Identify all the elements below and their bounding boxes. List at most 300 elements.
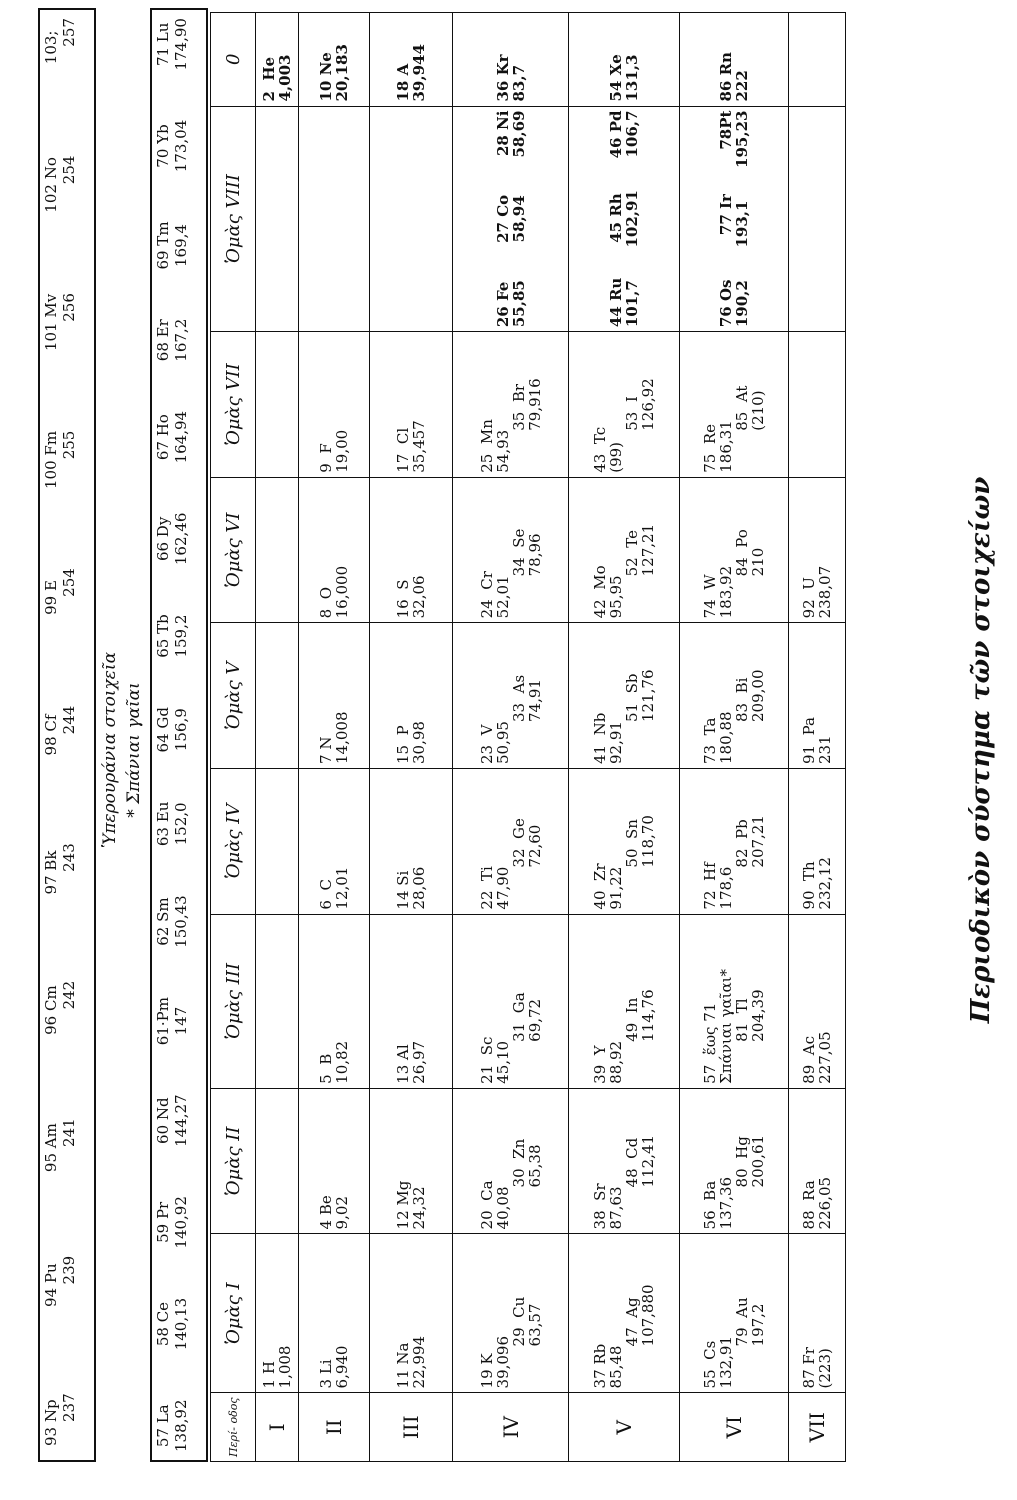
group-header-0: 0 bbox=[211, 13, 256, 107]
triad-element: 76 Os bbox=[717, 279, 735, 328]
atomic-mass: 254 bbox=[60, 568, 78, 597]
element-symbol: 7 N bbox=[317, 736, 335, 764]
element-symbol: 92 U bbox=[800, 577, 818, 619]
element-symbol: 57 ἕως 71 bbox=[701, 1002, 719, 1084]
element-cell-p4-g2 bbox=[453, 1088, 569, 1234]
element-cell-p7-g2 bbox=[789, 1088, 846, 1234]
triad-element: 27 Co bbox=[493, 194, 512, 243]
element-symbol: 51 Sb bbox=[623, 673, 641, 722]
element-symbol: 16 S bbox=[394, 579, 412, 619]
element-cell-p5-g5 bbox=[569, 623, 680, 769]
period-label: I bbox=[256, 1393, 299, 1462]
element-symbol: 10 Ne bbox=[317, 52, 335, 102]
atomic-mass: Σπάνιαι γαῖαι* bbox=[717, 968, 735, 1084]
rare-earth-element bbox=[154, 319, 190, 362]
atomic-mass: 222 bbox=[733, 70, 751, 102]
element-cell-p3-g1 bbox=[370, 1234, 453, 1393]
element-cell-p6-g7 bbox=[680, 332, 789, 478]
element-cell-p5-g0 bbox=[569, 13, 680, 107]
triad-element: 58,69 bbox=[509, 110, 528, 158]
triad-element: 44 Ru bbox=[607, 277, 625, 328]
element-symbol: 21 Sc bbox=[477, 1036, 496, 1084]
element-cell-p4-g8 bbox=[453, 106, 569, 332]
element-symbol: 74 W bbox=[701, 574, 719, 619]
period-row-2 bbox=[299, 13, 370, 1462]
element-symbol: 82 Pb bbox=[733, 819, 751, 868]
element-symbol: 80 Hg bbox=[733, 1136, 751, 1188]
transuranium-box bbox=[38, 8, 96, 1462]
element-symbol: 32 Ge bbox=[509, 818, 528, 868]
group-header-2: Ὁμὰς II bbox=[211, 1088, 256, 1234]
element-cell-p1-g1 bbox=[256, 1234, 299, 1393]
element-symbol: 53 I bbox=[623, 396, 641, 431]
rare-earths-box bbox=[150, 8, 208, 1462]
element-symbol: 5 B bbox=[317, 1053, 335, 1084]
triad-element: 193,1 bbox=[733, 200, 751, 248]
triad-element: 45 Rh bbox=[607, 193, 625, 243]
element-cell-p6-g1 bbox=[680, 1234, 789, 1393]
atomic-mass: 137,36 bbox=[717, 1176, 735, 1230]
atomic-mass: 47,90 bbox=[493, 866, 512, 910]
element-cell-p1-g4 bbox=[256, 768, 299, 914]
element-symbol: 89 Ac bbox=[800, 1035, 818, 1084]
element-symbol: 75 Re bbox=[701, 423, 719, 473]
rare-earth-element bbox=[154, 997, 190, 1045]
element-symbol: 81 Tl bbox=[733, 998, 751, 1042]
element-cell-p7-g3 bbox=[789, 914, 846, 1088]
element-symbol: 19 K bbox=[477, 1353, 496, 1389]
element-symbol: 25 Mn bbox=[477, 419, 496, 473]
element-cell-p4-g0 bbox=[453, 13, 569, 107]
element-symbol: 57 La bbox=[154, 1404, 172, 1448]
element-symbol: 38 Sr bbox=[591, 1183, 609, 1230]
element-cell-p5-g2 bbox=[569, 1088, 680, 1234]
element-symbol: 9 F bbox=[317, 443, 335, 473]
atomic-mass: 32,06 bbox=[410, 575, 428, 619]
header-row bbox=[211, 13, 256, 1462]
element-symbol: 8 O bbox=[317, 586, 335, 619]
atomic-mass: 200,61 bbox=[749, 1134, 767, 1188]
atomic-mass: 91,22 bbox=[607, 866, 625, 910]
atomic-mass: 159,2 bbox=[172, 614, 190, 658]
element-symbol: 64 Gd bbox=[154, 706, 172, 753]
atomic-mass: 186,31 bbox=[717, 420, 735, 473]
atomic-mass: 65,38 bbox=[525, 1144, 544, 1188]
element-symbol: 88 Ra bbox=[800, 1180, 818, 1230]
atomic-mass: 22,994 bbox=[410, 1335, 428, 1389]
atomic-mass: 30,98 bbox=[410, 721, 428, 764]
element-symbol: 40 Zr bbox=[591, 863, 609, 910]
element-symbol: 17 Cl bbox=[394, 427, 412, 473]
element-symbol: 87 Fr bbox=[800, 1347, 818, 1389]
element-symbol: 101 Mv bbox=[42, 293, 60, 352]
atomic-mass: 112,41 bbox=[639, 1134, 657, 1188]
element-cell-p4-g7 bbox=[453, 332, 569, 478]
element-cell-p3-g0 bbox=[370, 13, 453, 107]
element-symbol: 18 A bbox=[394, 63, 412, 102]
atomic-mass: 63,57 bbox=[525, 1303, 544, 1347]
element-symbol: 67 Ho bbox=[154, 414, 172, 461]
element-cell-p2-g4 bbox=[299, 768, 370, 914]
element-symbol: 93 Np bbox=[42, 1399, 60, 1446]
element-cell-p2-g8 bbox=[299, 106, 370, 332]
transuranium-element bbox=[42, 1256, 78, 1315]
period-label: V bbox=[569, 1393, 680, 1462]
element-symbol: 42 Mo bbox=[591, 565, 609, 619]
atomic-mass: 1,008 bbox=[276, 1345, 294, 1389]
atomic-mass: 114,76 bbox=[639, 989, 657, 1042]
atomic-mass: 92,91 bbox=[607, 721, 625, 764]
element-symbol: 3 Li bbox=[317, 1359, 335, 1389]
element-cell-p5-g4 bbox=[569, 768, 680, 914]
atomic-mass: 107,880 bbox=[639, 1284, 657, 1347]
transuranium-element bbox=[42, 843, 78, 902]
atomic-mass: (210) bbox=[749, 390, 767, 431]
element-symbol: 66 Dy bbox=[154, 516, 172, 562]
group-header-3: Ὁμὰς III bbox=[211, 914, 256, 1088]
element-cell-p3-g2 bbox=[370, 1088, 453, 1234]
element-cell-p2-g3 bbox=[299, 914, 370, 1088]
triad-element: 106,7 bbox=[623, 110, 641, 158]
element-cell-p6-g4 bbox=[680, 768, 789, 914]
rare-earth-element bbox=[154, 707, 190, 752]
element-symbol: 60 Nd bbox=[154, 1097, 172, 1144]
element-symbol: 33 As bbox=[509, 674, 528, 722]
triad-element: 101,7 bbox=[623, 280, 641, 328]
atomic-mass: 121,76 bbox=[639, 669, 657, 722]
element-symbol: 86 Rn bbox=[717, 52, 735, 102]
element-symbol: 73 Ta bbox=[701, 717, 719, 764]
element-symbol: 55 Cs bbox=[701, 1340, 719, 1389]
atomic-mass: 69,72 bbox=[525, 998, 544, 1042]
element-cell-p1-g5 bbox=[256, 623, 299, 769]
atomic-mass: 156,9 bbox=[172, 708, 190, 752]
element-symbol: 79 Au bbox=[733, 1297, 751, 1347]
atomic-mass: 232,12 bbox=[816, 857, 834, 910]
transuranium-element bbox=[42, 981, 78, 1040]
atomic-mass: 254 bbox=[60, 155, 78, 185]
element-cell-p1-g3 bbox=[256, 914, 299, 1088]
atomic-mass: 244 bbox=[60, 705, 78, 735]
element-cell-p5-g6 bbox=[569, 477, 680, 623]
atomic-mass: 52,01 bbox=[493, 575, 512, 619]
element-cell-p7-g1 bbox=[789, 1234, 846, 1393]
atomic-mass: 24,32 bbox=[410, 1186, 428, 1230]
element-symbol: 58 Ce bbox=[154, 1301, 172, 1347]
atomic-mass: 147 bbox=[172, 1006, 190, 1036]
triad-element: 77 Ir bbox=[717, 194, 735, 236]
atomic-mass: 174,90 bbox=[172, 18, 190, 71]
element-symbol: 59 Pr bbox=[154, 1201, 172, 1243]
atomic-mass: 127,21 bbox=[639, 523, 657, 577]
element-cell-p3-g3 bbox=[370, 914, 453, 1088]
transuranium-element bbox=[42, 156, 78, 215]
period-label: III bbox=[370, 1393, 453, 1462]
group-header-7: Ὁμὰς VII bbox=[211, 332, 256, 478]
period-label: VII bbox=[789, 1393, 846, 1462]
atomic-mass: 226,05 bbox=[816, 1176, 834, 1230]
element-symbol: 22 Ti bbox=[477, 866, 496, 910]
element-symbol: 47 Ag bbox=[623, 1297, 641, 1347]
element-cell-p6-g5 bbox=[680, 623, 789, 769]
element-cell-p2-g6 bbox=[299, 477, 370, 623]
atomic-mass: 35,457 bbox=[410, 420, 428, 473]
element-symbol: 48 Cd bbox=[623, 1137, 641, 1188]
triad-element: 78Pt bbox=[717, 110, 735, 150]
atomic-mass: 237 bbox=[60, 1393, 78, 1422]
transuranium-element bbox=[42, 1393, 78, 1452]
element-cell-p7-g0 bbox=[789, 13, 846, 107]
rare-earth-element bbox=[154, 1298, 190, 1351]
transuranium-element bbox=[42, 293, 78, 352]
element-cell-p2-g1 bbox=[299, 1234, 370, 1393]
element-cell-p6-g8 bbox=[680, 106, 789, 332]
element-cell-p6-g2 bbox=[680, 1088, 789, 1234]
atomic-mass: 138,92 bbox=[172, 1399, 190, 1452]
element-symbol: 15 P bbox=[394, 725, 412, 764]
period-row-7 bbox=[789, 13, 846, 1462]
element-symbol: 63 Eu bbox=[154, 801, 172, 847]
element-cell-p3-g7 bbox=[370, 332, 453, 478]
atomic-mass: 167,2 bbox=[172, 318, 190, 362]
period-row-6 bbox=[680, 13, 789, 1462]
element-symbol: 85 At bbox=[733, 385, 751, 431]
rare-earth-element bbox=[154, 120, 190, 173]
element-cell-p5-g3 bbox=[569, 914, 680, 1088]
element-symbol: 36 Kr bbox=[493, 54, 512, 102]
transuranium-element bbox=[42, 1118, 78, 1177]
atomic-mass: 50,95 bbox=[493, 721, 512, 764]
element-cell-p3-g6 bbox=[370, 477, 453, 623]
element-cell-p7-g4 bbox=[789, 768, 846, 914]
element-cell-p3-g8 bbox=[370, 106, 453, 332]
element-cell-p2-g7 bbox=[299, 332, 370, 478]
atomic-mass: 132,91 bbox=[717, 1335, 735, 1389]
atomic-mass: 180,88 bbox=[717, 711, 735, 764]
element-symbol: 35 Br bbox=[509, 383, 528, 431]
atomic-mass: 12,01 bbox=[333, 866, 351, 910]
element-symbol: 6 C bbox=[317, 879, 335, 910]
atomic-mass: 20,183 bbox=[333, 44, 351, 102]
atomic-mass: 257 bbox=[60, 18, 78, 47]
atomic-mass: 140,92 bbox=[172, 1196, 190, 1249]
element-symbol: 100 Fm bbox=[42, 430, 60, 489]
element-cell-p3-g5 bbox=[370, 623, 453, 769]
atomic-mass: 39,944 bbox=[410, 44, 428, 102]
atomic-mass: 209,00 bbox=[749, 669, 767, 722]
atomic-mass: 39,096 bbox=[493, 1335, 512, 1389]
transuranium-element bbox=[42, 431, 78, 490]
atomic-mass: 140,13 bbox=[172, 1297, 190, 1351]
period-row-1 bbox=[256, 13, 299, 1462]
transuranium-element bbox=[42, 706, 78, 765]
element-symbol: 94 Pu bbox=[42, 1263, 60, 1307]
page-title: Περιοδικὸν σύστημα τῶν στοιχείων bbox=[966, 476, 996, 1024]
rare-earth-element bbox=[154, 411, 190, 464]
element-symbol: 49 In bbox=[623, 997, 641, 1042]
rare-earth-element bbox=[154, 221, 190, 269]
atomic-mass: 72,60 bbox=[525, 824, 544, 868]
atomic-mass: 197,2 bbox=[749, 1303, 767, 1347]
element-cell-p6-g3 bbox=[680, 914, 789, 1088]
atomic-mass: 152,0 bbox=[172, 802, 190, 846]
period-row-5 bbox=[569, 13, 680, 1462]
element-symbol: 68 Er bbox=[154, 319, 172, 362]
element-cell-p4-g3 bbox=[453, 914, 569, 1088]
atomic-mass: 9,02 bbox=[333, 1196, 351, 1230]
triad-element: 195,23 bbox=[733, 110, 751, 168]
rare-earths-note: * Σπάνιαι γαῖαι bbox=[124, 682, 144, 818]
triad-element: 102,91 bbox=[623, 190, 641, 248]
atomic-mass: 83,7 bbox=[509, 64, 528, 102]
transuranium-element bbox=[42, 18, 78, 77]
rare-earth-element bbox=[154, 1094, 190, 1147]
triad-element: 28 Ni bbox=[493, 110, 512, 157]
element-cell-p1-g0 bbox=[256, 13, 299, 107]
element-symbol: 84 Po bbox=[733, 529, 751, 577]
element-symbol: 70 Yb bbox=[154, 124, 172, 168]
period-row-3 bbox=[370, 13, 453, 1462]
element-cell-p3-g4 bbox=[370, 768, 453, 914]
element-symbol: 96 Cm bbox=[42, 985, 60, 1035]
element-symbol: 91 Pa bbox=[800, 716, 818, 764]
period-row-4 bbox=[453, 13, 569, 1462]
element-cell-p7-g7 bbox=[789, 332, 846, 478]
element-symbol: 30 Zn bbox=[509, 1138, 528, 1188]
element-symbol: 65 Tb bbox=[154, 614, 172, 658]
element-cell-p2-g2 bbox=[299, 1088, 370, 1234]
triad-symbols bbox=[718, 111, 734, 328]
element-symbol: 71 Lu bbox=[154, 22, 172, 67]
atomic-mass: (99) bbox=[607, 441, 625, 473]
element-symbol: 54 Xe bbox=[607, 54, 625, 102]
atomic-mass: 95,95 bbox=[607, 575, 625, 619]
atomic-mass: 26,97 bbox=[410, 1040, 428, 1084]
rare-earth-element bbox=[154, 802, 190, 846]
rare-earth-element bbox=[154, 513, 190, 566]
atomic-mass: 28,06 bbox=[410, 866, 428, 910]
element-symbol: 97 Bk bbox=[42, 850, 60, 895]
atomic-mass: 243 bbox=[60, 843, 78, 872]
atomic-mass: 207,21 bbox=[749, 815, 767, 868]
element-symbol: 37 Rb bbox=[591, 1343, 609, 1389]
triad-symbols bbox=[495, 111, 511, 328]
atomic-mass: 238,07 bbox=[816, 565, 834, 619]
atomic-mass: 10,82 bbox=[333, 1040, 351, 1084]
element-symbol: 52 Te bbox=[623, 530, 641, 577]
element-symbol: 31 Ga bbox=[509, 992, 528, 1042]
element-symbol: 50 Sn bbox=[623, 819, 641, 868]
atomic-mass: 79,916 bbox=[525, 378, 544, 431]
triad-element: 55,85 bbox=[509, 280, 528, 328]
element-symbol: 29 Cu bbox=[509, 1296, 528, 1347]
rare-earth-element bbox=[154, 895, 190, 948]
element-symbol: 98 Cf bbox=[42, 714, 60, 756]
atomic-mass: 85,48 bbox=[607, 1345, 625, 1389]
group-header-8: Ὁμὰς VIII bbox=[211, 106, 256, 332]
element-cell-p5-g7 bbox=[569, 332, 680, 478]
element-cell-p7-g8 bbox=[789, 106, 846, 332]
element-symbol: 99 E bbox=[42, 580, 60, 615]
triad-symbols bbox=[608, 111, 624, 328]
rare-earth-element bbox=[154, 1400, 190, 1453]
element-symbol: 13 Al bbox=[394, 1044, 412, 1084]
atomic-mass: 256 bbox=[60, 293, 78, 322]
element-cell-p2-g5 bbox=[299, 623, 370, 769]
atomic-mass: 144,27 bbox=[172, 1094, 190, 1147]
atomic-mass: (223) bbox=[816, 1348, 834, 1389]
group-header-6: Ὁμὰς VI bbox=[211, 477, 256, 623]
atomic-mass: 242 bbox=[60, 980, 78, 1010]
atomic-mass: 227,05 bbox=[816, 1031, 834, 1084]
element-symbol: 41 Nb bbox=[591, 712, 609, 764]
atomic-mass: 241 bbox=[60, 1118, 78, 1147]
element-symbol: 56 Ba bbox=[701, 1180, 719, 1230]
rare-earth-element bbox=[154, 1196, 190, 1249]
element-symbol: 24 Cr bbox=[477, 571, 496, 619]
element-cell-p5-g8 bbox=[569, 106, 680, 332]
element-symbol: 39 Y bbox=[591, 1045, 609, 1084]
element-cell-p5-g1 bbox=[569, 1234, 680, 1393]
transuranium-note: Ὑπερουράνια στοιχεῖα bbox=[100, 651, 120, 849]
element-cell-p1-g7 bbox=[256, 332, 299, 478]
atomic-mass: 118,70 bbox=[639, 815, 657, 868]
period-label: IV bbox=[453, 1393, 569, 1462]
element-symbol: 95 Am bbox=[42, 1123, 60, 1173]
atomic-mass: 183,92 bbox=[717, 565, 735, 619]
element-symbol: 1 H bbox=[260, 1361, 278, 1389]
atomic-mass: 150,43 bbox=[172, 895, 190, 948]
atomic-mass: 40,08 bbox=[493, 1186, 512, 1230]
atomic-mass: 173,04 bbox=[172, 119, 190, 173]
element-cell-p6-g6 bbox=[680, 477, 789, 623]
atomic-mass: 4,003 bbox=[276, 54, 294, 102]
atomic-mass: 14,008 bbox=[333, 711, 351, 764]
element-symbol: 72 Hf bbox=[701, 862, 719, 910]
element-cell-p4-g4 bbox=[453, 768, 569, 914]
element-cell-p4-g6 bbox=[453, 477, 569, 623]
element-symbol: 23 V bbox=[477, 724, 496, 764]
atomic-mass: 255 bbox=[60, 430, 78, 460]
atomic-mass: 131,3 bbox=[623, 54, 641, 102]
period-label: VI bbox=[680, 1393, 789, 1462]
atomic-mass: 162,46 bbox=[172, 512, 190, 566]
atomic-mass: 164,94 bbox=[172, 410, 190, 464]
element-cell-p4-g1 bbox=[453, 1234, 569, 1393]
atomic-mass: 16,000 bbox=[333, 565, 351, 619]
triad-masses bbox=[624, 111, 640, 328]
element-symbol: 12 Mg bbox=[394, 1180, 412, 1230]
atomic-mass: 54,93 bbox=[493, 429, 512, 473]
transuranium-element bbox=[42, 568, 78, 627]
periodic-table bbox=[210, 12, 846, 1462]
element-symbol: 69 Tm bbox=[154, 221, 172, 270]
rare-earth-element bbox=[154, 614, 190, 657]
atomic-mass: 78,96 bbox=[525, 533, 544, 577]
triad-element: 58,94 bbox=[509, 195, 528, 243]
element-symbol: 14 Si bbox=[394, 870, 412, 910]
triad-element: 26 Fe bbox=[493, 281, 512, 328]
rare-earth-element bbox=[154, 18, 190, 71]
triad-masses bbox=[511, 111, 527, 328]
element-cell-p1-g2 bbox=[256, 1088, 299, 1234]
element-symbol: 83 Bi bbox=[733, 677, 751, 722]
element-symbol: 43 Tc bbox=[591, 426, 609, 473]
atomic-mass: 74,91 bbox=[525, 679, 544, 722]
element-symbol: 61·Pm bbox=[154, 997, 172, 1046]
element-symbol: 102 No bbox=[42, 157, 60, 213]
atomic-mass: 231 bbox=[816, 735, 834, 764]
